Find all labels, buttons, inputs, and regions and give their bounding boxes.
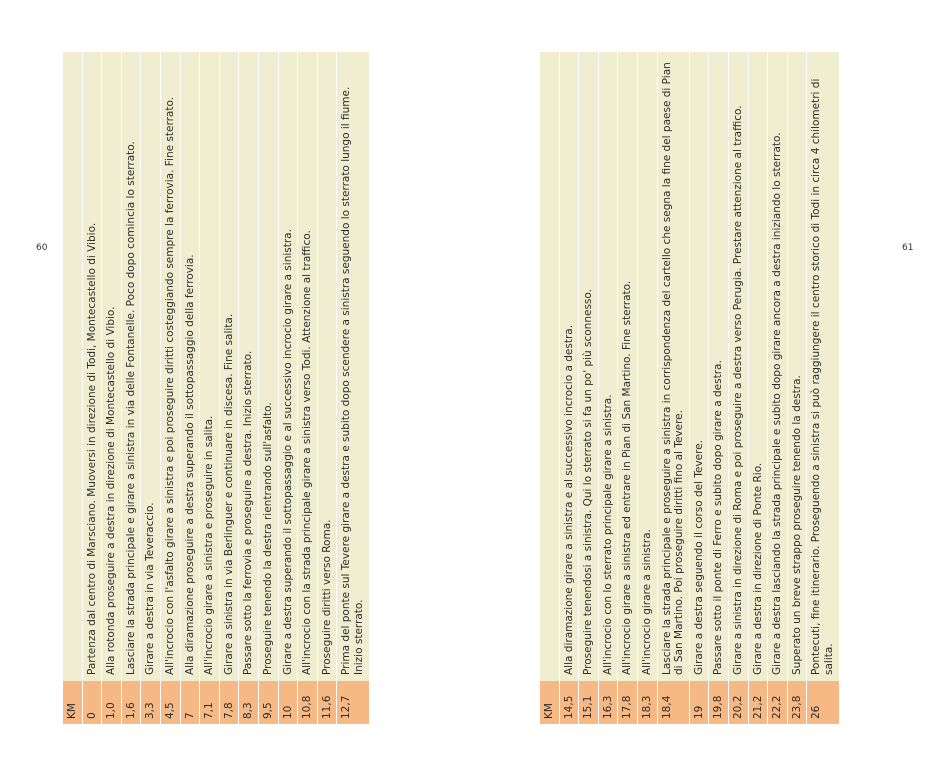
table-row (618, 52, 638, 724)
table-row (82, 52, 102, 724)
table-row (598, 52, 618, 724)
description-header (63, 52, 82, 681)
km-cell: 15,1 (579, 681, 599, 724)
direction-cell: Passare sotto il ponte di Ferro e subito dopo girare a destra. (709, 52, 729, 681)
table-row (559, 52, 579, 724)
km-cell: 21,2 (748, 681, 768, 724)
table-row (657, 52, 689, 724)
direction-cell: Pontecuti, fine itinerario. Proseguendo a sinistra si può raggiungere il centro storico di Todi in circa 4 chilometri di salita. (807, 52, 839, 681)
direction-cell: Girare a destra seguendo il corso del Tevere. (689, 52, 709, 681)
table-row (579, 52, 599, 724)
km-cell: 19,8 (709, 681, 729, 724)
km-cell: 7,8 (219, 681, 239, 724)
table-row (200, 52, 220, 724)
right-route-table (540, 52, 840, 724)
km-cell: 20,2 (728, 681, 748, 724)
table-row (337, 52, 369, 724)
table-row (807, 52, 839, 724)
direction-cell: Proseguire tenendo la destra rientrando sull'asfalto. (258, 52, 278, 681)
direction-cell: All'incrocio girare a sinistra e proseguire in salita. (200, 52, 220, 681)
table-row (121, 52, 141, 724)
km-cell: 0 (82, 681, 102, 724)
direction-cell: Proseguire tenendosi a sinistra. Qui lo sterrato si fa un po' più sconnesso. (579, 52, 599, 681)
km-cell: 8,3 (239, 681, 259, 724)
table-row (298, 52, 318, 724)
table-row (637, 52, 657, 724)
table-row (748, 52, 768, 724)
table-row (709, 52, 729, 724)
table-row (160, 52, 180, 724)
km-cell: 19 (689, 681, 709, 724)
km-cell: 1,0 (102, 681, 122, 724)
km-cell: 17,8 (618, 681, 638, 724)
km-cell: 22,2 (768, 681, 788, 724)
table-row (768, 52, 788, 724)
direction-cell: All'incrocio con l'asfalto girare a sinistra e poi proseguire diritti costeggiando sempre la ferrovia. Fine sterrato. (160, 52, 180, 681)
direction-cell: All'incrocio con la strada principale girare a sinistra verso Todi. Attenzione al traffico. (298, 52, 318, 681)
km-cell: 7,1 (200, 681, 220, 724)
direction-cell: Alla diramazione girare a sinistra e al successivo incrocio a destra. (559, 52, 579, 681)
direction-cell: Partenza dal centro di Marsciano. Muoversi in direzione di Todi, Montecastello di Vibio. (82, 52, 102, 681)
direction-cell: Proseguire diritti verso Roma. (317, 52, 337, 681)
direction-cell: Girare a destra in direzione di Ponte Rio. (748, 52, 768, 681)
km-cell: 10 (278, 681, 298, 724)
direction-cell: Alla rotonda proseguire a destra in direzione di Montecastello di Vibio. (102, 52, 122, 681)
direction-cell: Superato un breve strappo proseguire tenendo la destra. (787, 52, 807, 681)
km-cell: 26 (807, 681, 839, 724)
km-cell: 1,6 (121, 681, 141, 724)
table-header-row (540, 52, 559, 724)
km-cell: 14,5 (559, 681, 579, 724)
left-route-table (63, 52, 370, 724)
km-cell: 3,3 (141, 681, 161, 724)
table-row (239, 52, 259, 724)
direction-cell: All'incrocio girare a sinistra. (637, 52, 657, 681)
left-table-body (82, 52, 369, 724)
table-row (180, 52, 200, 724)
table-header-row (63, 52, 82, 724)
km-cell: 18,4 (657, 681, 689, 724)
km-cell: 23,8 (787, 681, 807, 724)
direction-cell: Prima del ponte sul Tevere girare a destra e subito dopo scendere a sinistra seguendo lo sterrato lungo il fiume. Inizio sterrato. (337, 52, 369, 681)
km-cell: 12,7 (337, 681, 369, 724)
direction-cell: Lasciare la strada principale e girare a sinistra in via delle Fontanelle. Poco dopo comincia lo sterrato. (121, 52, 141, 681)
table-row (689, 52, 709, 724)
direction-cell: All'incrocio girare a sinistra ed entrare in Pian di San Martino. Fine sterrato. (618, 52, 638, 681)
direction-cell: Girare a sinistra in direzione di Roma e poi proseguire a destra verso Perugia. Prestare attenzione al traffico. (728, 52, 748, 681)
table-row (787, 52, 807, 724)
page-number-right: 61 (902, 243, 914, 253)
direction-cell: Girare a destra superando il sottopassaggio e al successivo incrocio girare a sinistra. (278, 52, 298, 681)
km-cell: 10,8 (298, 681, 318, 724)
direction-cell: Girare a destra in via Teveraccio. (141, 52, 161, 681)
km-cell: 18,3 (637, 681, 657, 724)
direction-cell: All'incrocio con lo sterrato principale girare a sinistra. (598, 52, 618, 681)
page-number-left: 60 (36, 243, 48, 253)
direction-cell: Lasciare la strada principale e proseguire a sinistra in corrispondenza del cartello che segna la fine del paese di Pian di San Martino. Poi proseguire diritti fino al Tevere. (657, 52, 689, 681)
right-page-table-container (540, 52, 886, 724)
direction-cell: Girare a destra lasciando la strada principale e subito dopo girare ancora a destra iniziando lo sterrato. (768, 52, 788, 681)
km-cell: 16,3 (598, 681, 618, 724)
direction-cell: Alla diramazione proseguire a destra superando il sottopassaggio della ferrovia. (180, 52, 200, 681)
table-row (102, 52, 122, 724)
table-row (728, 52, 748, 724)
km-cell: 11,6 (317, 681, 337, 724)
km-header: KM (540, 681, 559, 724)
table-row (278, 52, 298, 724)
km-header: KM (63, 681, 82, 724)
direction-cell: Passare sotto la ferrovia e proseguire a destra. Inizio sterrato. (239, 52, 259, 681)
km-cell: 9,5 (258, 681, 278, 724)
table-row (317, 52, 337, 724)
table-row (141, 52, 161, 724)
description-header (540, 52, 559, 681)
km-cell: 4,5 (160, 681, 180, 724)
direction-cell: Girare a sinistra in via Berlinguer e continuare in discesa. Fine salita. (219, 52, 239, 681)
left-page-table-container (63, 52, 411, 724)
table-row (258, 52, 278, 724)
km-cell: 7 (180, 681, 200, 724)
table-row (219, 52, 239, 724)
right-table-body (559, 52, 839, 724)
